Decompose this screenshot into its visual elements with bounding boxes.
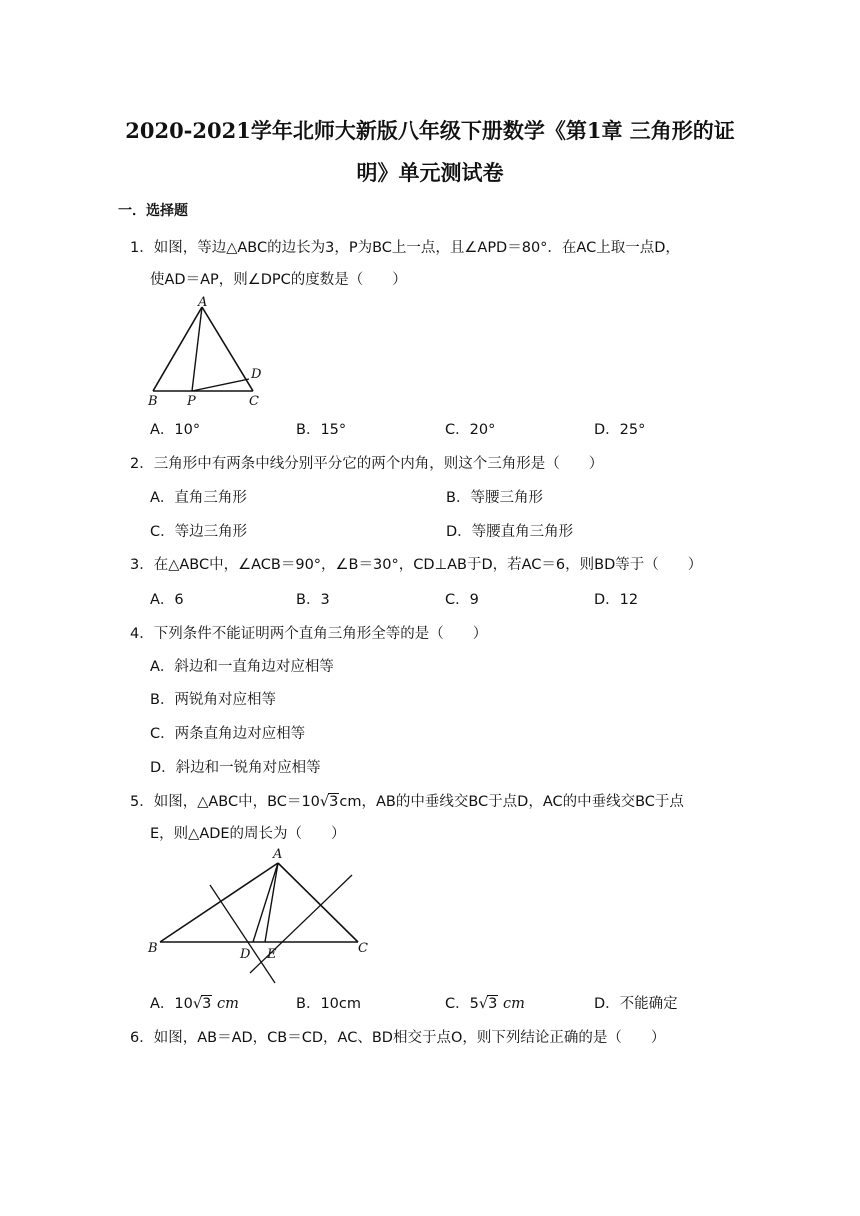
q3-line1: 3．在△ABC中，∠ACB＝90°，∠B＝30°，CD⊥AB于D，若AC＝6，则BD等于（ ） [130,557,703,573]
q1-label-C: C [249,394,259,409]
q1-option-d[interactable]: D．25° [594,422,646,438]
q5-label-A: A [273,847,283,862]
exam-title-line1: 2020-2021学年北师大新版八年级下册数学《第1章 三角形的证 [125,118,735,143]
q5-radical-value: 3 [329,794,339,810]
q5-option-a[interactable] [150,992,239,1013]
q5-label-E: E [267,947,277,962]
q5-option-a-radical: 10√3 [174,996,212,1012]
q5-option-a-unit: cm [216,996,239,1012]
q5-option-c-coef: 5 [469,996,479,1012]
q5-option-c[interactable] [445,992,525,1013]
q3-option-a[interactable]: A．6 [150,592,184,608]
q5-option-b[interactable]: B．10cm [296,996,361,1012]
q5-line1 [130,790,684,811]
q5-label-D: D [240,947,251,962]
q6-line1: 6．如图，AB＝AD，CB＝CD，AC、BD相交于点O，则下列结论正确的是（ ） [130,1030,666,1046]
q1-option-a[interactable]: A．10° [150,422,201,438]
q5-option-c-radical: 5√3 [469,996,498,1012]
q1-option-b[interactable]: B．15° [296,422,347,438]
q5-option-c-value: 3 [488,996,498,1012]
q5-option-c-unit: cm [502,996,525,1012]
q5-option-c-prefix: C． [445,996,470,1012]
q4-option-d[interactable]: D．斜边和一锐角对应相等 [150,760,321,776]
q5-option-a-prefix: A． [150,996,175,1012]
q1-label-D: D [251,367,262,382]
q1-label-A: A [198,295,208,310]
q3-option-c[interactable]: C．9 [445,592,479,608]
q2-option-a[interactable]: A．直角三角形 [150,490,247,506]
q5-radical-expression: 10√3 [301,794,339,810]
q4-option-c[interactable]: C．两条直角边对应相等 [150,726,306,742]
q1-label-B: B [148,394,158,409]
q2-line1: 2．三角形中有两条中线分别平分它的两个内角，则这个三角形是（ ） [130,456,604,472]
q2-option-b[interactable]: B．等腰三角形 [446,490,543,506]
q4-line1: 4．下列条件不能证明两个直角三角形全等的是（ ） [130,626,488,642]
q1-line2: 使AD＝AP，则∠DPC的度数是（ ） [150,272,407,288]
q5-option-d[interactable]: D．不能确定 [594,996,678,1012]
q5-option-a-value: 3 [202,996,212,1012]
q5-option-a-coef: 10 [174,996,193,1012]
q4-option-b[interactable]: B．两锐角对应相等 [150,692,276,708]
q1-option-c[interactable]: C．20° [445,422,496,438]
q5-label-C: C [358,941,368,956]
q2-option-c[interactable]: C．等边三角形 [150,524,248,540]
q2-option-d[interactable]: D．等腰直角三角形 [446,524,574,540]
q3-option-d[interactable]: D．12 [594,592,639,608]
section-heading: 一．选择题 [118,203,188,219]
q1-figure [140,293,270,413]
q5-line1-start: 5．如图，△ABC中，BC＝ [130,794,302,810]
q1-label-P: P [187,394,196,409]
q5-radical-coef: 10 [301,794,320,810]
q5-line1-end: cm，AB的中垂线交BC于点D，AC的中垂线交BC于点 [339,794,684,810]
q1-line1: 1．如图，等边△ABC的边长为3，P为BC上一点，且∠APD＝80°．在AC上取一点D， [130,240,680,256]
q4-option-a[interactable]: A．斜边和一直角边对应相等 [150,659,334,675]
q5-figure [140,845,370,985]
q5-label-B: B [148,941,158,956]
exam-title-line2: 明》单元测试卷 [356,160,504,185]
q5-line2: E，则△ADE的周长为（ ） [150,826,346,842]
q3-option-b[interactable]: B．3 [296,592,330,608]
